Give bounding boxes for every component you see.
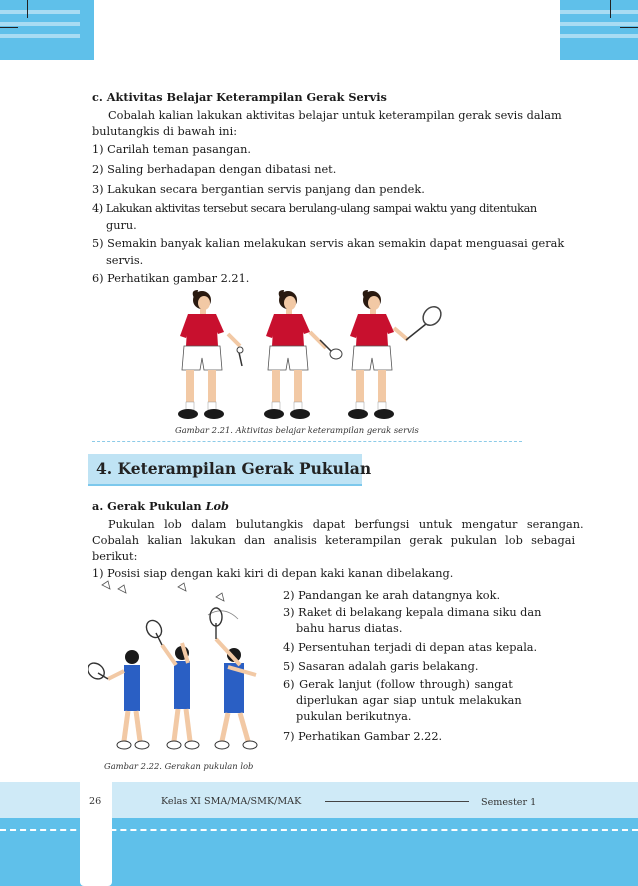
list-item: 1) Posisi siap dengan kaki kiri di depan kaki kanan dibelakang.	[92, 567, 454, 580]
list-item: 3) Lakukan secara bergantian servis panjang dan pendek.	[92, 183, 425, 196]
page-sheet-top	[80, 0, 560, 60]
section-c-intro: Cobalah kalian lakukan aktivitas belajar untuk keterampilan gerak sevis dalam	[108, 109, 562, 122]
section-c-intro: bulutangkis di bawah ini:	[92, 125, 238, 138]
section-divider	[92, 441, 522, 442]
subsection-title-italic: Lob	[205, 499, 229, 513]
crop-mark	[0, 27, 18, 28]
book-title: Kelas XI SMA/MA/SMK/MAK	[161, 796, 302, 807]
paragraph-line: Pukulan lob dalam bulutangkis dapat berfungsi untuk mengatur serangan.	[108, 518, 584, 531]
serve-player-2	[264, 290, 342, 419]
paragraph-line: berikut:	[92, 550, 138, 563]
list-item-cont: guru.	[106, 219, 137, 232]
semester-label: Semester 1	[481, 797, 537, 808]
page-number: 26	[89, 796, 102, 807]
list-item-cont: bahu harus diatas.	[296, 622, 403, 635]
subsection-title	[92, 498, 229, 514]
lob-player-3	[210, 608, 257, 749]
figure-2-21-caption: Gambar 2.21. Aktivitas belajar keterampilan gerak servis	[175, 425, 419, 435]
serve-player-3	[348, 290, 445, 419]
list-item-cont: pukulan berikutnya.	[296, 710, 412, 723]
footer-dash-line	[0, 829, 638, 831]
crop-mark	[27, 0, 28, 18]
list-item: 5) Sasaran adalah garis belakang.	[283, 660, 479, 673]
figure-2-22-caption: Gambar 2.22. Gerakan pukulan lob	[104, 761, 254, 771]
list-item: 3) Raket di belakang kepala dimana siku dan	[283, 606, 542, 619]
list-item: 4) Persentuhan terjadi di depan atas kepala.	[283, 641, 538, 654]
crop-mark	[610, 0, 611, 18]
list-item: 2) Pandangan ke arah datangnya kok.	[283, 589, 501, 602]
list-item: 6) Perhatikan gambar 2.21.	[92, 272, 250, 285]
figure-2-22-illustration	[88, 575, 280, 761]
list-item-cont: servis.	[106, 254, 144, 267]
section-title: 4. Keterampilan Gerak Pukulan	[96, 459, 372, 478]
subsection-title-text: a. Gerak Pukulan	[92, 499, 206, 513]
list-item: 2) Saling berhadapan dengan dibatasi net.	[92, 163, 337, 176]
list-item: 6) Gerak lanjut (follow through) sangat	[283, 678, 513, 691]
list-item: 4) Lakukan aktivitas tersebut secara berulang-ulang sampai waktu yang ditentukan	[92, 202, 537, 215]
paragraph-line: Cobalah kalian lakukan dan analisis keterampilan gerak pukulan lob sebagai	[92, 534, 576, 547]
list-item-cont: diperlukan agar siap untuk melakukan	[296, 694, 522, 707]
list-item: 1) Carilah teman pasangan.	[92, 143, 251, 156]
list-item: 7) Perhatikan Gambar 2.22.	[283, 730, 443, 743]
lob-player-2	[143, 618, 199, 749]
figure-2-21-illustration	[170, 282, 460, 424]
section-c-title: c. Aktivitas Belajar Keterampilan Gerak Servis	[92, 90, 387, 104]
list-item: 5) Semakin banyak kalian melakukan servis akan semakin dapat menguasai gerak	[92, 237, 565, 250]
page-sheet-left-edge	[80, 0, 94, 60]
footer-rule	[325, 801, 469, 802]
serve-player-1	[178, 290, 243, 419]
lob-player-1	[88, 650, 149, 749]
crop-mark	[620, 27, 638, 28]
